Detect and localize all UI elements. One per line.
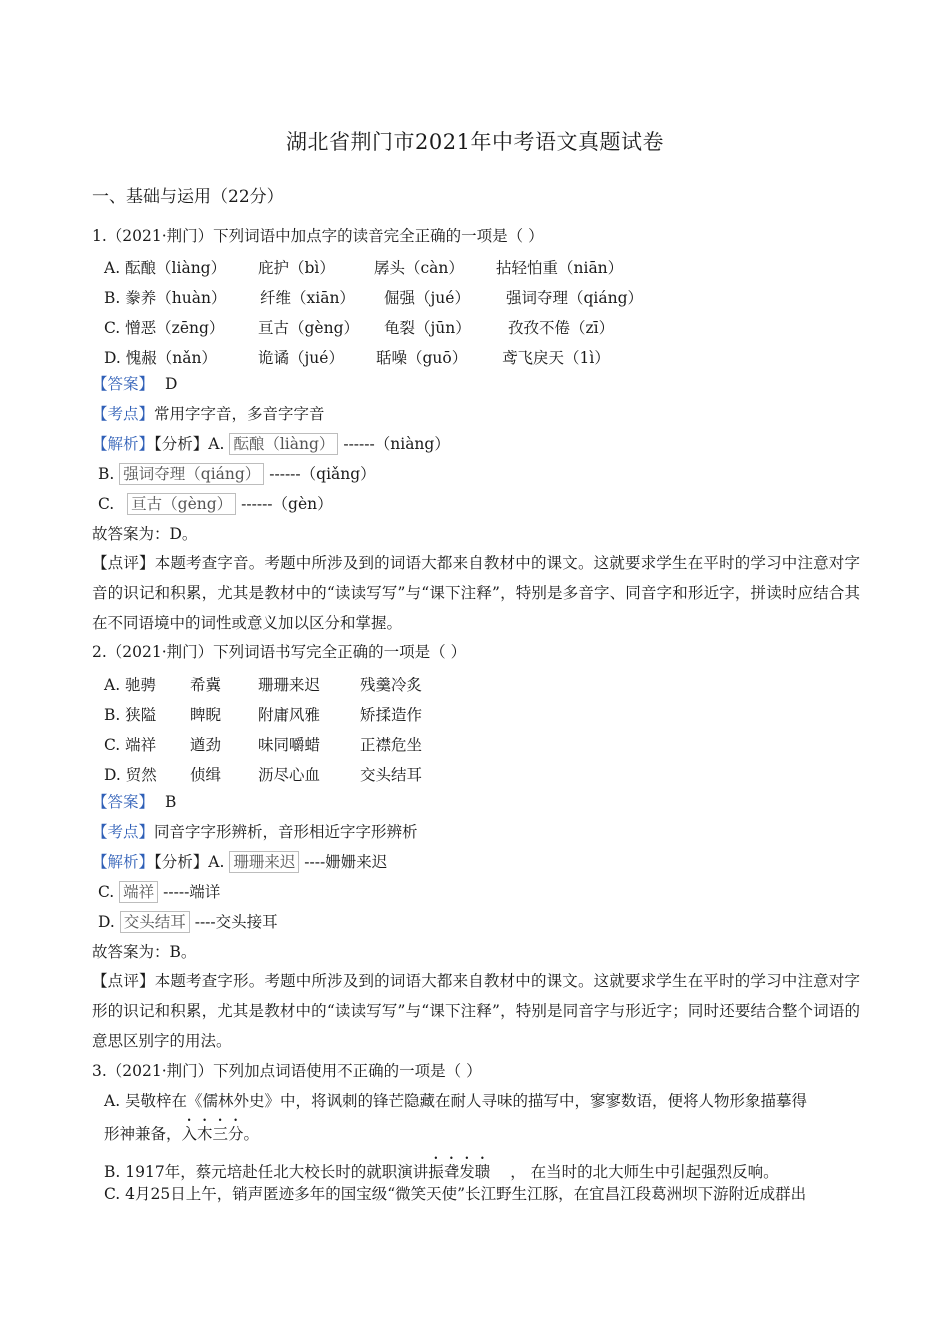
analysis-fix: ----姗姗来迟 xyxy=(304,853,388,871)
analysis-fix: ------（gèn） xyxy=(241,495,333,513)
page-title: 湖北省荆门市2021年中考语文真题试卷 xyxy=(286,130,664,154)
q3-option-a-dotted-phrase: 入木三分 xyxy=(181,1125,244,1143)
analysis-box: 端祥 xyxy=(119,881,158,903)
section-heading: 一、基础与运用（22分） xyxy=(92,187,284,207)
q2-option-c-4: 正襟危坐 xyxy=(360,736,423,754)
analysis-fix: ----交头接耳 xyxy=(194,913,278,931)
q1-point xyxy=(92,404,325,424)
q2-analysis-a xyxy=(92,852,387,872)
q3-option-b-post: ， 在当时的北大师生中引起强烈反响。 xyxy=(510,1163,779,1181)
q2-option-d-1: D. 贸然 xyxy=(104,766,157,784)
q3-option-a-line2-post: 。 xyxy=(243,1125,260,1143)
analysis-label: C. xyxy=(98,495,115,513)
q3-option-b xyxy=(104,1154,779,1182)
question-1-stem: 1.（2021·荆门）下列词语中加点字的读音完全正确的一项是（ ） xyxy=(92,227,544,245)
q3-option-a-line2-pre: 形神兼备， xyxy=(104,1125,182,1143)
q2-option-b-2: 睥睨 xyxy=(190,706,222,724)
analysis-head: 【分析】A. xyxy=(154,435,225,453)
q2-analysis-d xyxy=(98,912,278,932)
analysis-fix: ------（qiǎng） xyxy=(269,465,376,483)
question-3-stem: 3.（2021·荆门）下列加点词语使用不正确的一项是（ ） xyxy=(92,1062,482,1080)
analysis-box: 珊珊来迟 xyxy=(229,851,299,873)
analysis-box: 交头结耳 xyxy=(120,911,190,933)
q1-option-d-2: 诡谲（jué） xyxy=(258,349,344,367)
q2-analysis-c xyxy=(98,882,220,902)
analysis-head: 【分析】A. xyxy=(154,853,225,871)
q1-option-b-1: B. 豢养（huàn） xyxy=(104,289,227,307)
point-text: 同音字字形辨析，音形相近字字形辨析 xyxy=(154,823,418,841)
q2-comment: 【点评】本题考查字形。考题中所涉及到的词语大都来自教材中的课文。这就要求学生在平时的学习中注意对字形的识记和积累，尤其是教材中的“读读写写”与“课下注释”，特别是同音字与形近字；同时还要结合整个词语的意思区别字的用法。 xyxy=(92,972,860,1050)
analysis-fix: ------（niàng） xyxy=(343,435,450,453)
q2-point xyxy=(92,822,418,842)
q1-option-a-1: A. 酝酿（liàng） xyxy=(104,259,227,277)
analysis-box: 强词夺理（qiáng） xyxy=(119,463,264,485)
q1-option-a-4: 拈轻怕重（niān） xyxy=(496,259,624,277)
q3-option-b-dotted-phrase: 振聋发聩 xyxy=(428,1163,491,1181)
analysis-tag: 【解析】 xyxy=(92,435,155,453)
q2-option-d-4: 交头结耳 xyxy=(360,766,423,784)
q1-answer xyxy=(92,374,177,394)
q2-option-d-3: 沥尽心血 xyxy=(258,766,321,784)
analysis-label: D. xyxy=(98,913,115,931)
point-tag: 【考点】 xyxy=(92,823,155,841)
q2-option-b-4: 矫揉造作 xyxy=(360,706,423,724)
q1-option-c-1: C. 憎恶（zēng） xyxy=(104,319,225,337)
answer-tag: 【答案】 xyxy=(92,375,155,393)
q1-option-a-3: 孱头（càn） xyxy=(374,259,464,277)
q1-comment: 【点评】本题考查字音。考题中所涉及到的词语大都来自教材中的课文。这就要求学生在平时的学习中注意对字音的识记和积累，尤其是教材中的“读读写写”与“课下注释”，特别是多音字、同音字和形近字，拼读时应结合其在不同语境中的词性或意义加以区分和掌握。 xyxy=(92,554,860,632)
q3-option-c: C. 4月25日上午，销声匿迹多年的国宝级“微笑天使”长江野生江豚，在宜昌江段葛洲坝下游附近成群出 xyxy=(104,1185,807,1203)
answer-value: D xyxy=(164,375,178,393)
q1-option-c-4: 孜孜不倦（zī） xyxy=(508,319,615,337)
q1-option-d-4: 鸢飞戾天（1ì） xyxy=(502,349,610,367)
q2-option-a-4: 残羹冷炙 xyxy=(360,676,423,694)
analysis-box: 亘古（gèng） xyxy=(127,493,236,515)
point-text: 常用字字音，多音字字音 xyxy=(154,405,325,423)
q2-conclusion: 故答案为：B。 xyxy=(92,943,197,961)
q1-option-a-2: 庇护（bì） xyxy=(258,259,335,277)
q1-analysis-a xyxy=(92,434,450,454)
q3-option-b-pre: B. 1917年，蔡元培赴任北大校长时的就职演讲 xyxy=(104,1163,429,1181)
q2-option-b-3: 附庸风雅 xyxy=(258,706,321,724)
q1-option-c-2: 亘古（gèng） xyxy=(258,319,360,337)
q2-option-a-3: 珊珊来迟 xyxy=(258,676,321,694)
q1-option-c-3: 龟裂（jūn） xyxy=(384,319,471,337)
q1-analysis-c xyxy=(98,494,333,514)
q2-option-a-2: 希冀 xyxy=(190,676,222,694)
answer-value: B xyxy=(164,793,177,811)
point-tag: 【考点】 xyxy=(92,405,155,423)
q1-option-b-4: 强词夺理（qiáng） xyxy=(506,289,644,307)
question-2-stem: 2.（2021·荆门）下列词语书写完全正确的一项是（ ） xyxy=(92,643,467,661)
analysis-fix: -----端详 xyxy=(163,883,221,901)
answer-tag: 【答案】 xyxy=(92,793,155,811)
q1-option-d-3: 聒噪（guō） xyxy=(376,349,468,367)
q2-answer xyxy=(92,792,176,812)
q2-option-c-3: 味同嚼蜡 xyxy=(258,736,321,754)
q3-option-a xyxy=(104,1086,860,1149)
q2-option-b-1: B. 狭隘 xyxy=(104,706,157,724)
q3-option-a-line1: A. 吴敬梓在《儒林外史》中，将讽刺的锋芒隐藏在耐人寻味的描写中，寥寥数语，便将人物形象描摹得 xyxy=(104,1092,808,1110)
q1-option-b-2: 纤维（xiān） xyxy=(260,289,355,307)
q2-option-a-1: A. 驰骋 xyxy=(104,676,157,694)
q2-option-c-2: 遒劲 xyxy=(190,736,222,754)
q2-option-c-1: C. 端祥 xyxy=(104,736,157,754)
q1-analysis-b xyxy=(98,464,376,484)
analysis-label: B. xyxy=(98,465,115,483)
analysis-label: C. xyxy=(98,883,115,901)
q1-option-d-1: D. 愧赧（nǎn） xyxy=(104,349,217,367)
analysis-box: 酝酿（liàng） xyxy=(229,433,338,455)
q1-option-b-3: 倔强（jué） xyxy=(384,289,470,307)
analysis-tag: 【解析】 xyxy=(92,853,155,871)
q2-option-d-2: 侦缉 xyxy=(190,766,222,784)
q1-conclusion: 故答案为：D。 xyxy=(92,525,198,543)
